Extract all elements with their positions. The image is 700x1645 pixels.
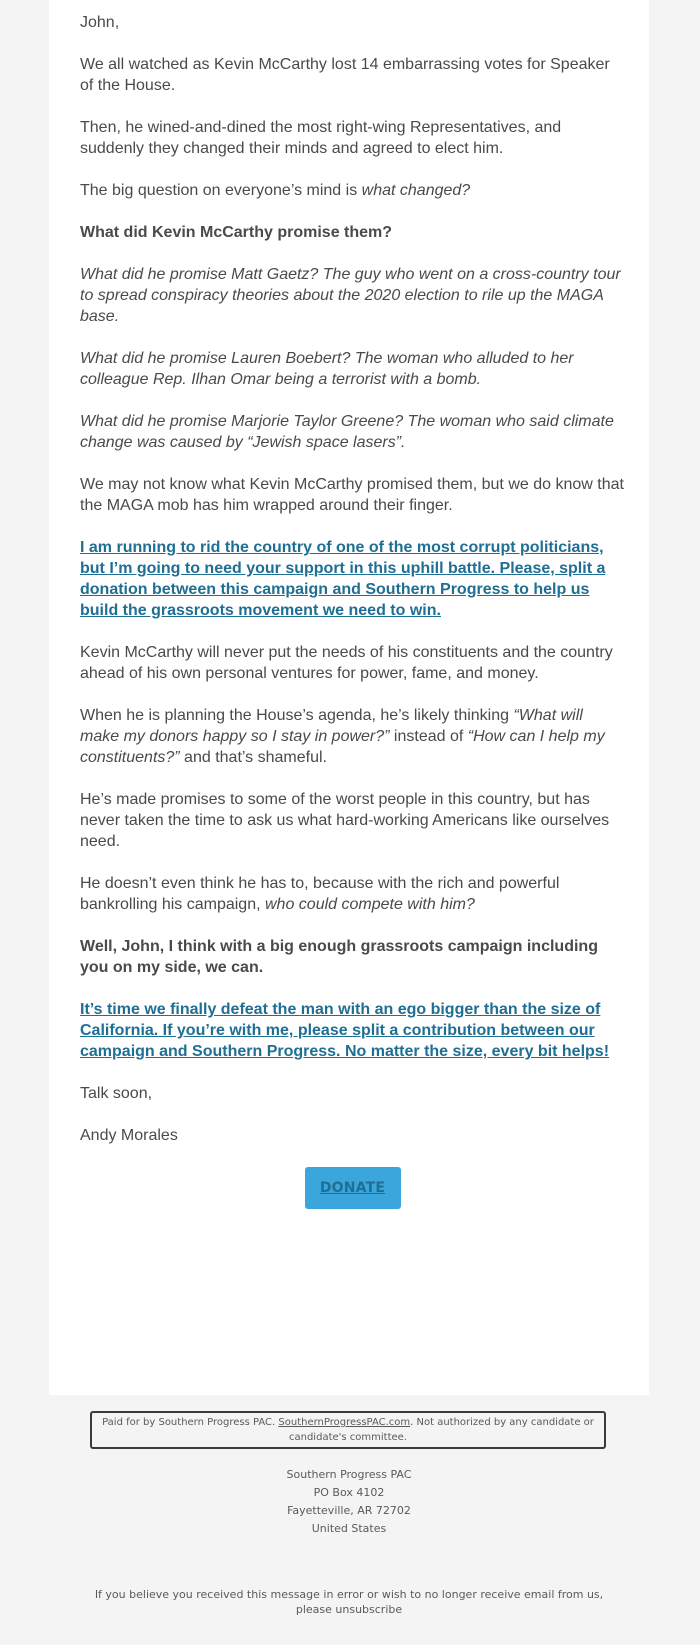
mailing-address: [49, 1466, 649, 1538]
paragraph-wined-dined: Then, he wined-and-dined the most right-wing Representatives, and suddenly they changed their minds and agreed to elect him.: [80, 119, 562, 157]
donation-link-1[interactable]: I am running to rid the country of one of the most corrupt politicians, but I’m going to need your support in this uphill battle. Please, split a donation between this campaign and Southern Progress to help us build the grassroots movement we need to win.: [80, 539, 606, 619]
italic-boebert: What did he promise Lauren Boebert? The woman who alluded to her colleague Rep. Ilhan Omar being a terrorist with a bomb.: [80, 350, 574, 388]
donation-link-paragraph-2: [80, 999, 625, 1062]
bold-grassroots: Well, John, I think with a big enough grassroots campaign including you on my side, we can.: [80, 938, 598, 976]
signature: Andy Morales: [80, 1127, 178, 1144]
address-po-box: PO Box 4102: [313, 1486, 385, 1499]
email-card: [49, 0, 649, 1395]
italic-greene: What did he promise Marjorie Taylor Greene? The woman who said climate change was caused by “Jewish space lasers”.: [80, 413, 614, 451]
paragraph-maga-mob: We may not know what Kevin McCarthy promised them, but we do know that the MAGA mob has him wrapped around their finger.: [80, 476, 624, 514]
paragraph-constituents: Kevin McCarthy will never put the needs of his constituents and the country ahead of his own personal ventures for power, fame, and money.: [80, 644, 613, 682]
big-question-italic: what changed?: [361, 182, 471, 199]
paragraph-promises: He’s made promises to some of the worst people in this country, but has never taken the time to ask us what hard-working Americans like ourselves need.: [80, 791, 610, 850]
italic-gaetz: What did he promise Matt Gaetz? The guy who went on a cross-country tour to spread conspiracy theories about the 2020 election to rile up the MAGA base.: [80, 266, 621, 325]
paid-for-disclaimer: Paid for by Southern Progress PAC. SouthernProgressPAC.com. Not authorized by any candidate or candidate's committee.: [90, 1411, 606, 1449]
greeting: John,: [80, 14, 120, 31]
big-question-text: The big question on everyone’s mind is: [80, 182, 362, 199]
paragraph-votes: We all watched as Kevin McCarthy lost 14 embarrassing votes for Speaker of the House.: [80, 56, 610, 94]
address-city: Fayetteville, AR 72702: [287, 1504, 411, 1517]
question-heading: What did Kevin McCarthy promise them?: [80, 224, 393, 241]
donate-button[interactable]: DONATE: [305, 1167, 401, 1209]
email-body: [80, 12, 625, 1209]
paragraph-compete: He doesn’t even think he has to, because with the rich and powerful bankrolling his campaign, who could compete with him?: [80, 875, 560, 913]
unsubscribe-text[interactable]: If you believe you received this message in error or wish to no longer receive email from us, please unsubscribe: [94, 1588, 604, 1616]
paragraph-agenda: When he is planning the House’s agenda, he’s likely thinking “What will make my donors happy so I stay in power?” instead of “How can I help my constituents?” and that’s shameful.: [80, 707, 605, 766]
donation-link-2[interactable]: It’s time we finally defeat the man with an ego bigger than the size of California. If you’re with me, please split a contribution between our campaign and Southern Progress. No matter the size, every bit helps!: [80, 1001, 610, 1060]
donate-wrap: [80, 1167, 625, 1209]
address-org: Southern Progress PAC: [286, 1468, 412, 1481]
donation-link-paragraph-1: [80, 537, 625, 621]
closing: Talk soon,: [80, 1085, 153, 1102]
address-country: United States: [311, 1522, 387, 1535]
paragraph-big-question: [80, 180, 625, 201]
pac-website-link[interactable]: SouthernProgressPAC.com: [278, 1417, 411, 1428]
